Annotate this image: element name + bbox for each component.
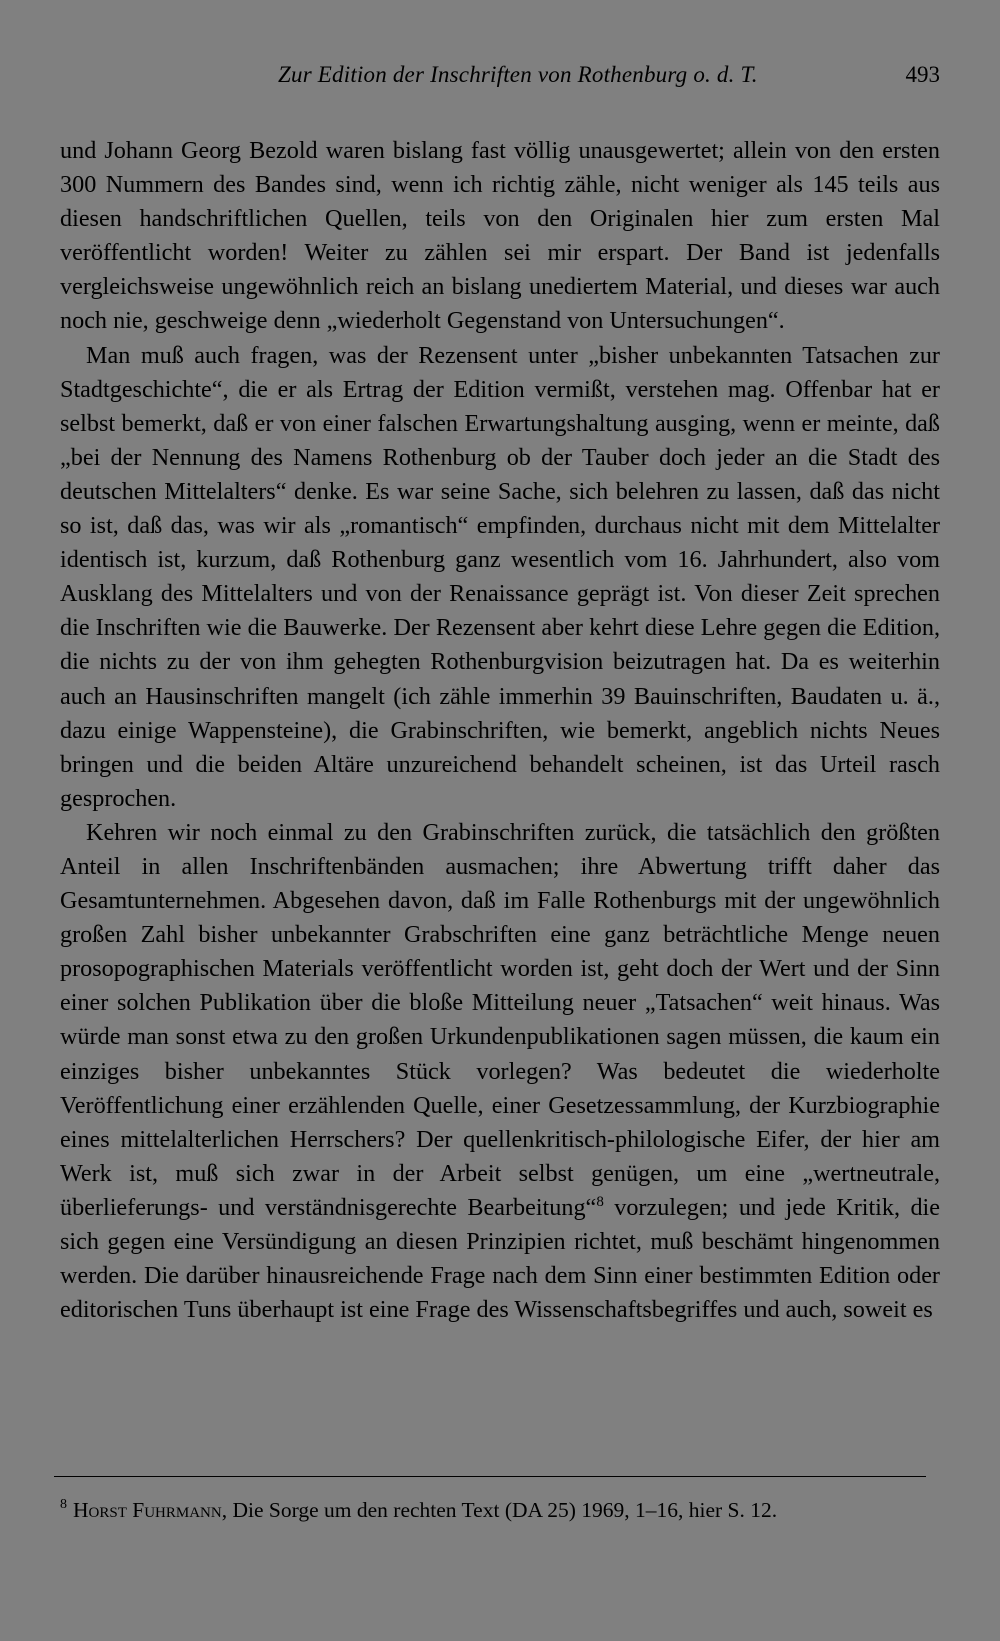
- page-number: 493: [905, 62, 940, 87]
- running-head: Zur Edition der Inschriften von Rothenburg o. d. T.: [278, 62, 758, 87]
- footnote-divider: [54, 1476, 926, 1477]
- paragraph-1: und Johann Georg Bezold waren bislang fast völlig unausgewertet; allein von den ersten 300 Nummern des Bandes sind, wenn ich richtig zähle, nicht weniger als 145 teils aus diesen handschriftlichen Quellen, teils von den Originalen hier zum ersten Mal veröffentlicht worden! Weiter zu zählen sei mir erspart. Der Band ist jedenfalls vergleichsweise ungewöhnlich reich an bislang unediertem Material, und dieses war auch noch nie, geschweige denn „wiederholt Gegenstand von Untersuchungen“.: [60, 137, 940, 335]
- footnote-number: 8: [60, 1497, 67, 1512]
- paragraph-3: [60, 816, 940, 1327]
- page-header: [60, 62, 940, 98]
- footnote: [60, 1496, 940, 1524]
- body-text: [60, 134, 940, 1327]
- footnote-author: Horst Fuhrmann: [73, 1498, 222, 1522]
- footnote-text: , Die Sorge um den rechten Text (DA 25) 1969, 1–16, hier S. 12.: [221, 1498, 778, 1522]
- paragraph-3-tail: vorzulegen; und jede Kritik, die sich gegen eine Versündigung an diesen Prinzipien richtet, muß beschämt hingenommen werden. Die darüber hinausreichende Frage nach dem Sinn einer bestimmten Edition oder editorischen Tuns überhaupt ist eine Frage des Wissenschaftsbegriffes und auch, soweit es: [60, 1193, 941, 1324]
- paragraph-3-text: Kehren wir noch einmal zu den Grabinschriften zurück, die tatsächlich den größten Anteil in allen Inschriftenbänden ausmachen; ihre Abwertung trifft daher das Gesamtunternehmen. Abgesehen davon, daß im Falle Rothenburgs mit der ungewöhnlich großen Zahl bisher unbekannter Grabschriften eine ganz beträchtliche Menge neuen prosopographischen Materials veröffentlicht worden ist, geht doch der Wert und der Sinn einer solchen Publikation über die bloße Mitteilung neuer „Tatsachen“ weit hinaus. Was würde man sonst etwa zu den großen Urkundenpublikationen sagen müssen, die kaum ein einziges bisher unbekanntes Stück vorlegen? Was bedeutet die wiederholte Veröffentlichung einer erzählenden Quelle, einer Gesetzessammlung, der Kurzbiographie eines mittelalterlichen Herrschers? Der quellenkritisch-philologische Eifer, der hier am Werk ist, muß sich zwar in der Arbeit selbst genügen, um eine „wertneutrale, überlieferungs- und verständnisgerechte Bearbeitung“: [60, 818, 940, 1221]
- footnote-reference: 8: [596, 1193, 604, 1210]
- paragraph-2: Man muß auch fragen, was der Rezensent unter „bisher unbekannten Tatsachen zur Stadtgeschichte“, die er als Ertrag der Edition vermißt, verstehen mag. Offenbar hat er selbst bemerkt, daß er von einer falschen Erwartungshaltung ausging, wenn er meinte, daß „bei der Nennung des Namens Rothenburg ob der Tauber doch jeder an die Stadt des deutschen Mittelalters“ denke. Es war seine Sache, sich belehren zu lassen, daß das nicht so ist, daß das, was wir als „romantisch“ empfinden, durchaus nicht mit dem Mittelalter identisch ist, kurzum, daß Rothenburg ganz wesentlich vom 16. Jahrhundert, also vom Ausklang des Mittelalters und von der Renaissance geprägt ist. Von dieser Zeit sprechen die Inschriften wie die Bauwerke. Der Rezensent aber kehrt diese Lehre gegen die Edition, die nichts zu der von ihm gehegten Rothenburgvision beizutragen hat. Da es weiterhin auch an Hausinschriften mangelt (ich zähle immerhin 39 Bauinschriften, Baudaten u. ä., dazu einige Wappensteine), die Grabinschriften, wie bemerkt, angeblich nichts Neues bringen und die beiden Altäre unzureichend behandelt scheinen, ist das Urteil rasch gesprochen.: [60, 341, 940, 812]
